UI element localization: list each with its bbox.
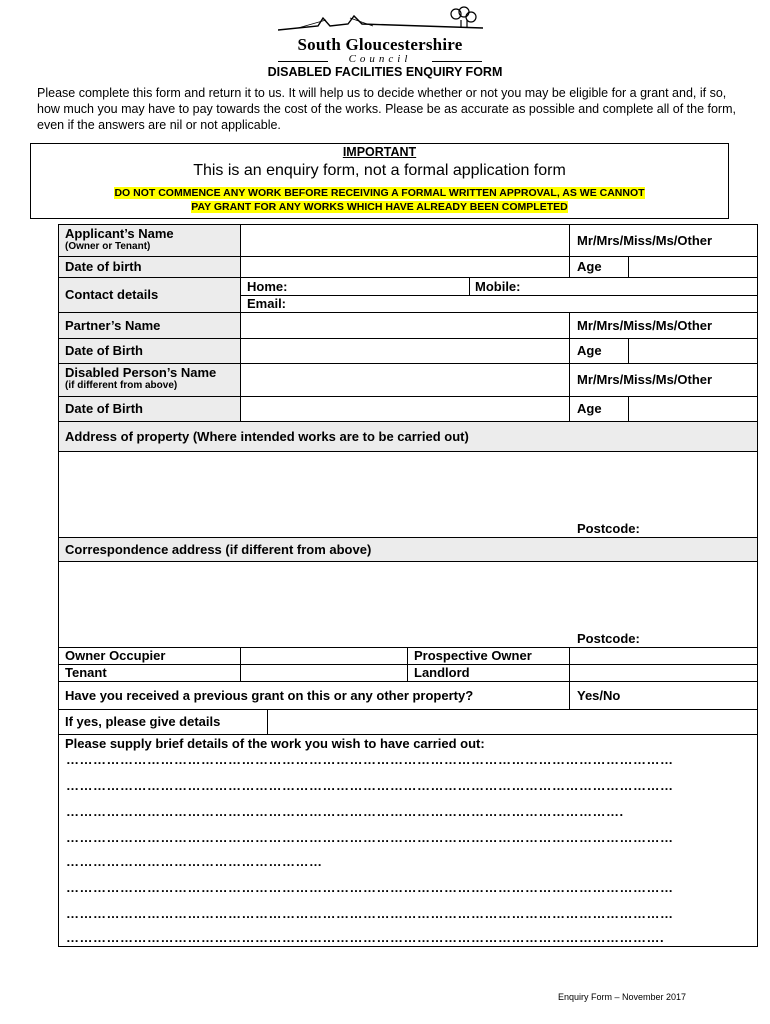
mobile-field[interactable]: [470, 278, 758, 295]
tenant-label: Tenant: [65, 665, 107, 680]
prospective-owner-label: Prospective Owner: [414, 648, 532, 663]
work-details-line-6[interactable]: ………………………………………………………………………………………………………………………: [66, 880, 674, 895]
home-phone-field[interactable]: [241, 278, 469, 295]
disabled-title-options[interactable]: Mr/Mrs/Miss/Ms/Other: [577, 372, 713, 387]
important-warning: [31, 186, 728, 214]
landlord-field[interactable]: [570, 665, 758, 681]
work-details-line-4[interactable]: ………………………………………………………………………………………………………………………: [66, 830, 674, 845]
email-label: Email:: [247, 296, 287, 311]
intro-text: Please complete this form and return it to us. It will help us to decide whether or not you may be eligible for a grant and, if so, how much you may have to pay towards the cost of the works. Please be as accurate as possible and complete all of the form, even if the answers are nil or not applicable.: [37, 86, 736, 132]
column-divider: [240, 647, 241, 681]
warning-line-2: PAY GRANT FOR ANY WORKS WHICH HAVE ALREADY BEEN COMPLETED: [191, 201, 568, 213]
disabled-age-label: Age: [577, 401, 602, 416]
column-divider: [469, 277, 470, 295]
home-phone-label: Home:: [247, 279, 288, 294]
disabled-age-field[interactable]: [629, 397, 758, 421]
partner-name-label: Partner’s Name: [59, 313, 240, 338]
work-details-line-1[interactable]: ………………………………………………………………………………………………………………………: [66, 752, 674, 767]
disabled-name-text: Disabled Person’s Name: [65, 365, 217, 380]
logo-council: Council: [348, 53, 412, 65]
dob-field[interactable]: [241, 257, 568, 277]
column-divider: [240, 225, 241, 421]
correspondence-postcode-label: Postcode:: [577, 631, 640, 646]
work-details-line-2[interactable]: ………………………………………………………………………………………………………………………: [66, 778, 674, 793]
column-divider: [407, 647, 408, 681]
row-divider: [59, 312, 757, 313]
correspondence-address-heading: Correspondence address (if different from above): [59, 538, 757, 561]
footer-text: Enquiry Form – November 2017: [558, 992, 687, 1002]
partner-age-field[interactable]: [629, 339, 758, 363]
row-divider: [59, 647, 757, 648]
important-notice: [30, 143, 729, 219]
disabled-name-note: (if different from above): [65, 380, 178, 391]
row-divider: [59, 734, 757, 735]
if-yes-details-field[interactable]: [268, 710, 758, 734]
column-divider: [628, 338, 629, 363]
applicant-name-label: [59, 225, 240, 256]
row-divider: [59, 681, 757, 682]
work-details-line-8[interactable]: …………………………………………………………………………………………………………………….: [66, 930, 665, 945]
work-details-line-5[interactable]: …………………………………………………: [66, 854, 323, 869]
row-divider: [59, 537, 757, 538]
important-heading: IMPORTANT: [342, 145, 417, 159]
applicant-title-options[interactable]: Mr/Mrs/Miss/Ms/Other: [577, 233, 713, 248]
logo-divider-right: [432, 61, 482, 62]
property-address-heading: Address of property (Where intended works are to be carried out): [59, 422, 757, 451]
owner-occupier-label: Owner Occupier: [65, 648, 166, 663]
column-divider: [569, 225, 570, 277]
property-postcode-label: Postcode:: [577, 521, 640, 536]
form-title: DISABLED FACILITIES ENQUIRY FORM: [267, 65, 503, 79]
column-divider: [628, 396, 629, 421]
correspondence-address-field[interactable]: [59, 562, 757, 647]
age-label: Age: [577, 259, 602, 274]
column-divider: [628, 256, 629, 277]
work-details-line-3[interactable]: …………………………………………………………………………………………………………….: [66, 804, 624, 819]
council-logo: [260, 4, 500, 64]
column-divider: [267, 709, 268, 734]
disabled-name-label: [59, 364, 240, 396]
row-divider: [59, 664, 757, 665]
partner-title-options[interactable]: Mr/Mrs/Miss/Ms/Other: [577, 318, 713, 333]
disabled-name-field[interactable]: [241, 364, 568, 396]
row-divider: [59, 451, 757, 452]
prospective-owner-field[interactable]: [570, 648, 758, 664]
disabled-dob-label: Date of Birth: [59, 397, 240, 421]
dob-label: Date of birth: [59, 257, 240, 277]
row-divider: [59, 277, 757, 278]
mobile-label: Mobile:: [475, 279, 521, 294]
row-divider: [59, 561, 757, 562]
row-divider: [59, 363, 757, 364]
partner-age-label: Age: [577, 343, 602, 358]
logo-name: South Gloucestershire: [297, 35, 463, 54]
council-logo-icon: [278, 4, 483, 34]
previous-grant-yes-no[interactable]: Yes/No: [577, 688, 621, 703]
disabled-dob-field[interactable]: [241, 397, 568, 421]
work-details-line-7[interactable]: ………………………………………………………………………………………………………………………: [66, 906, 674, 921]
applicant-name-field[interactable]: [241, 225, 568, 256]
partner-dob-label: Date of Birth: [59, 339, 240, 363]
property-address-field[interactable]: [59, 452, 757, 537]
partner-dob-field[interactable]: [241, 339, 568, 363]
row-divider: [59, 709, 757, 710]
row-divider: [59, 396, 757, 397]
age-field[interactable]: [629, 257, 758, 277]
warning-line-1: DO NOT COMMENCE ANY WORK BEFORE RECEIVING A FORMAL WRITTEN APPROVAL, AS WE CANNOT: [114, 187, 645, 199]
enquiry-form-table: [58, 224, 758, 947]
email-field[interactable]: [241, 296, 758, 312]
tenant-field[interactable]: [241, 665, 407, 681]
work-details-label: Please supply brief details of the work you wish to have carried out:: [65, 736, 485, 751]
important-subheading: This is an enquiry form, not a formal application form: [193, 162, 566, 179]
contact-details-label: Contact details: [59, 278, 240, 312]
if-yes-label: If yes, please give details: [65, 714, 221, 729]
landlord-label: Landlord: [414, 665, 470, 680]
applicant-name-note: (Owner or Tenant): [65, 241, 151, 252]
column-divider: [569, 647, 570, 709]
partner-name-field[interactable]: [241, 313, 568, 338]
row-divider: [241, 295, 758, 296]
applicant-name-text: Applicant’s Name: [65, 226, 174, 241]
previous-grant-question: Have you received a previous grant on this or any other property?: [65, 688, 474, 703]
column-divider: [569, 312, 570, 421]
row-divider: [59, 338, 757, 339]
row-divider: [59, 421, 757, 422]
row-divider: [59, 256, 757, 257]
owner-occupier-field[interactable]: [241, 648, 407, 664]
